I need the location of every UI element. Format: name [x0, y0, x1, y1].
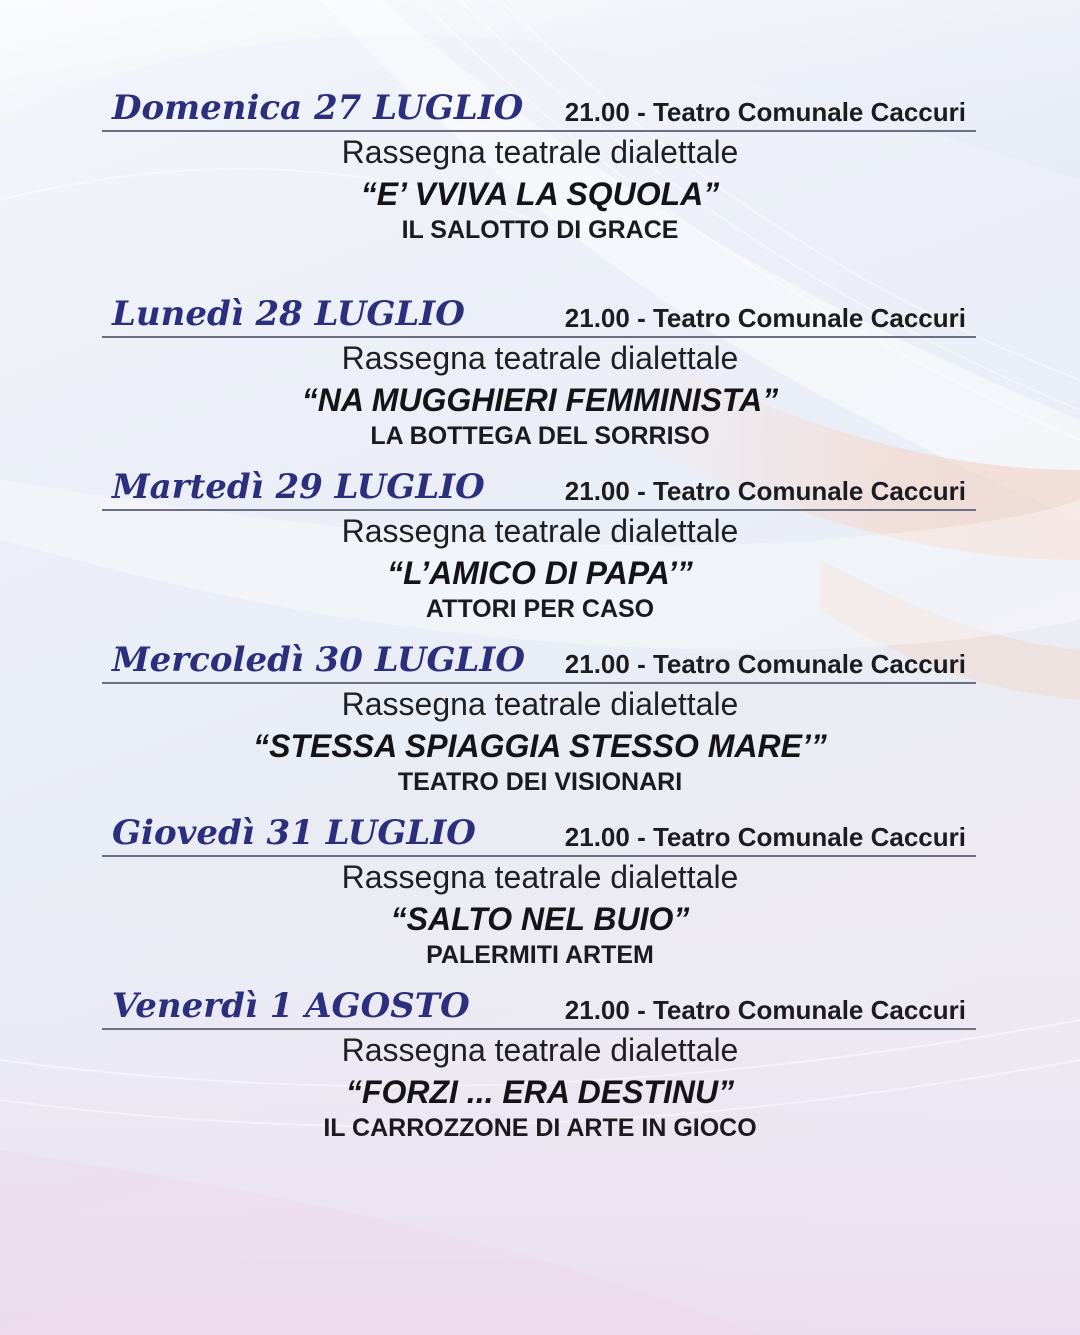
event-date: Mercoledì 30 LUGLIO — [112, 640, 525, 680]
event-series: Rassegna teatrale dialettale — [341, 1032, 739, 1068]
event-header — [102, 984, 976, 1030]
event-time-venue: 21.00 - Teatro Comunale Caccuri — [564, 476, 966, 506]
event-company: ATTORI PER CASO — [425, 595, 655, 623]
event-series: Rassegna teatrale dialettale — [341, 859, 739, 895]
event-title: “NA MUGGHIERI FEMMINISTA” — [301, 382, 779, 418]
event-company: TEATRO DEI VISIONARI — [397, 768, 683, 796]
event-date: Domenica 27 LUGLIO — [112, 88, 524, 128]
event-header — [102, 292, 976, 338]
event-title: “STESSA SPIAGGIA STESSO MARE’” — [253, 728, 827, 764]
event-header — [102, 86, 976, 132]
event-title: “FORZI ... ERA DESTINU” — [345, 1074, 735, 1110]
event-time-venue: 21.00 - Teatro Comunale Caccuri — [564, 822, 966, 852]
event-header — [102, 811, 976, 857]
event-time-venue: 21.00 - Teatro Comunale Caccuri — [564, 303, 966, 333]
event-series: Rassegna teatrale dialettale — [341, 134, 739, 170]
event-company: IL CARROZZONE DI ARTE IN GIOCO — [323, 1114, 757, 1142]
event-series: Rassegna teatrale dialettale — [341, 340, 739, 376]
event-time-venue: 21.00 - Teatro Comunale Caccuri — [564, 97, 966, 127]
event-date: Lunedì 28 LUGLIO — [112, 294, 465, 334]
event-date: Giovedì 31 LUGLIO — [112, 813, 476, 853]
event-header — [102, 638, 976, 684]
event-company: IL SALOTTO DI GRACE — [401, 216, 679, 244]
event-date: Martedì 29 LUGLIO — [112, 467, 485, 507]
event-series: Rassegna teatrale dialettale — [341, 686, 739, 722]
event-title: “E’ VVIVA LA SQUOLA” — [360, 176, 720, 212]
event-company: LA BOTTEGA DEL SORRISO — [370, 422, 710, 450]
event-time-venue: 21.00 - Teatro Comunale Caccuri — [564, 649, 966, 679]
event-title: “SALTO NEL BUIO” — [390, 901, 690, 937]
event-header — [102, 465, 976, 511]
event-series: Rassegna teatrale dialettale — [341, 513, 739, 549]
event-date: Venerdì 1 AGOSTO — [112, 986, 470, 1026]
event-company: PALERMITI ARTEM — [426, 941, 654, 969]
event-time-venue: 21.00 - Teatro Comunale Caccuri — [564, 995, 966, 1025]
event-title: “L’AMICO DI PAPA’” — [387, 555, 693, 591]
